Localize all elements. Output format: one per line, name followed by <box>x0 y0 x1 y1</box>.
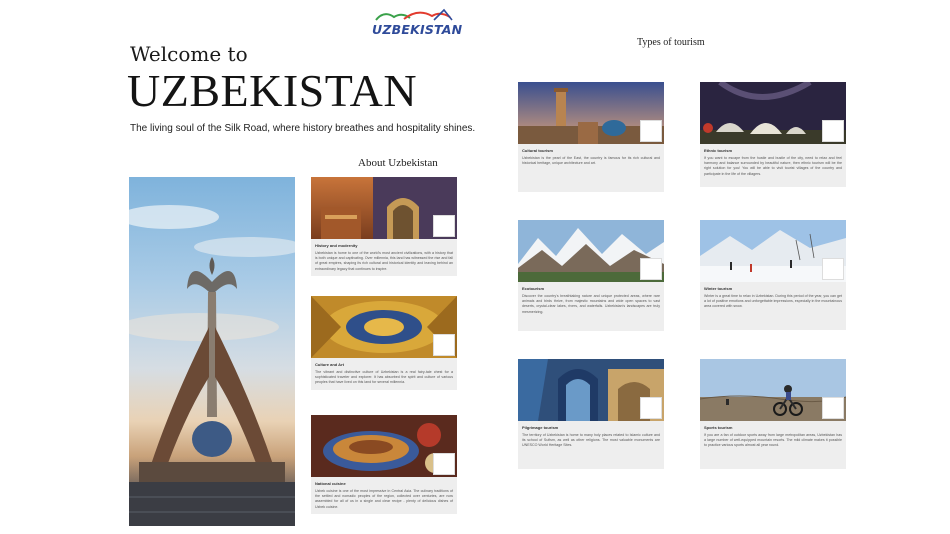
logo-mountains-icon <box>374 8 456 22</box>
card-body: The territory of Uzbekistan is home to many holy places related to Islamic culture and its school of Sufism, as well as other religions. The most valuable monuments are UNESCO World Heritage Sites. <box>522 433 660 448</box>
qr-code-icon[interactable] <box>822 397 844 419</box>
qr-code-icon[interactable] <box>822 120 844 142</box>
tagline: The living soul of the Silk Road, where history breathes and hospitality shines. <box>130 123 476 134</box>
qr-code-icon[interactable] <box>433 334 455 356</box>
qr-code-icon[interactable] <box>822 258 844 280</box>
page-title: UZBEKISTAN <box>127 65 418 116</box>
welcome-heading: Welcome to <box>130 42 248 66</box>
about-card-history <box>311 177 457 276</box>
qr-code-icon[interactable] <box>640 397 662 419</box>
card-photo <box>518 359 664 421</box>
card-title: Culture and Art <box>315 362 344 367</box>
tourism-card-sports <box>700 359 846 469</box>
card-title: National cuisine <box>315 481 346 486</box>
qr-code-icon[interactable] <box>433 215 455 237</box>
card-title: Cultural tourism <box>522 148 553 153</box>
card-body: Uzbek cuisine is one of the most impressive in Central Asia. The culinary traditions of the settled and nomadic peoples of the region, collected over centuries, are now assembled for all of us in a single and clear recipe - plenty of delicious dishes of Uzbek cuisine. <box>315 489 453 509</box>
about-card-cuisine <box>311 415 457 514</box>
card-photo <box>700 220 846 282</box>
monument-photo <box>129 177 295 526</box>
qr-code-icon[interactable] <box>640 120 662 142</box>
card-photo <box>311 415 457 477</box>
card-photo <box>311 177 457 239</box>
card-body: Uzbekistan is the pearl of the East, the country is famous for its rich cultural and historical heritage, unique architecture and art. <box>522 156 660 166</box>
card-body: Uzbekistan is home to one of the world's most ancient civilizations, with a history that is both unique and captivating. Over millennia, this land has witnessed the rise and fall of great empires, shaping its rich cultural and historical identity and leaving behind an extraordinary legacy that continues to inspire. <box>315 251 453 271</box>
qr-code-icon[interactable] <box>640 258 662 280</box>
tourism-card-cultural <box>518 82 664 192</box>
tourism-card-winter <box>700 220 846 330</box>
logo-text: UZBEKISTAN <box>372 22 463 37</box>
tourism-card-pilgrimage <box>518 359 664 469</box>
card-title: Ethnic tourism <box>704 148 733 153</box>
card-photo <box>518 82 664 144</box>
card-title: History and modernity <box>315 243 358 248</box>
card-body: If you are a fan of outdoor sports away from large metropolitan areas, Uzbekistan has a large number of well-equipped mountain resorts. The mild climate makes it possible to practice various sports almost all year round. <box>704 433 842 448</box>
card-title: Sports tourism <box>704 425 733 430</box>
card-title: Winter tourism <box>704 286 733 291</box>
tourism-card-ecotourism <box>518 220 664 331</box>
card-title: Pilgrimage tourism <box>522 425 559 430</box>
about-card-culture <box>311 296 457 390</box>
card-photo <box>518 220 664 282</box>
card-photo <box>700 359 846 421</box>
card-body: If you want to escape from the hustle and bustle of the city, need to relax and feel harmony and balance surrounded by beautiful nature, then ethnic tourism will be the right solution for you! You will be able to visit tourist villages of the country and participate in the life of the villagers. <box>704 156 842 176</box>
card-photo <box>700 82 846 144</box>
card-body: The vibrant and distinctive culture of Uzbekistan is a real fairy-tale chest for a sophisticated traveler and explorer. It has absorbed the spirit and culture of various peoples that have lived on this land for several millennia. <box>315 370 453 385</box>
uzbekistan-logo <box>370 8 463 40</box>
qr-code-icon[interactable] <box>433 453 455 475</box>
card-title: Ecotourism <box>522 286 545 291</box>
tourism-card-ethnic <box>700 82 846 187</box>
independence-monument-image <box>129 177 295 526</box>
about-heading: About Uzbekistan <box>358 157 438 169</box>
card-photo <box>311 296 457 358</box>
card-body: Discover the country's breathtaking nature and unique protected areas, where rare animals and birds thrive, from majestic mountains and wide open spaces to vast deserts, crystal-clear lakes, rivers, and waterfalls. Uzbekistan's landscapes are truly mesmerizing. <box>522 294 660 314</box>
card-body: Winter is a great time to relax in Uzbekistan. During this period of the year, you can get a lot of positive emotions and unforgettable impressions, especially in the mountainous area covered with snow. <box>704 294 842 309</box>
types-heading: Types of tourism <box>637 37 705 48</box>
